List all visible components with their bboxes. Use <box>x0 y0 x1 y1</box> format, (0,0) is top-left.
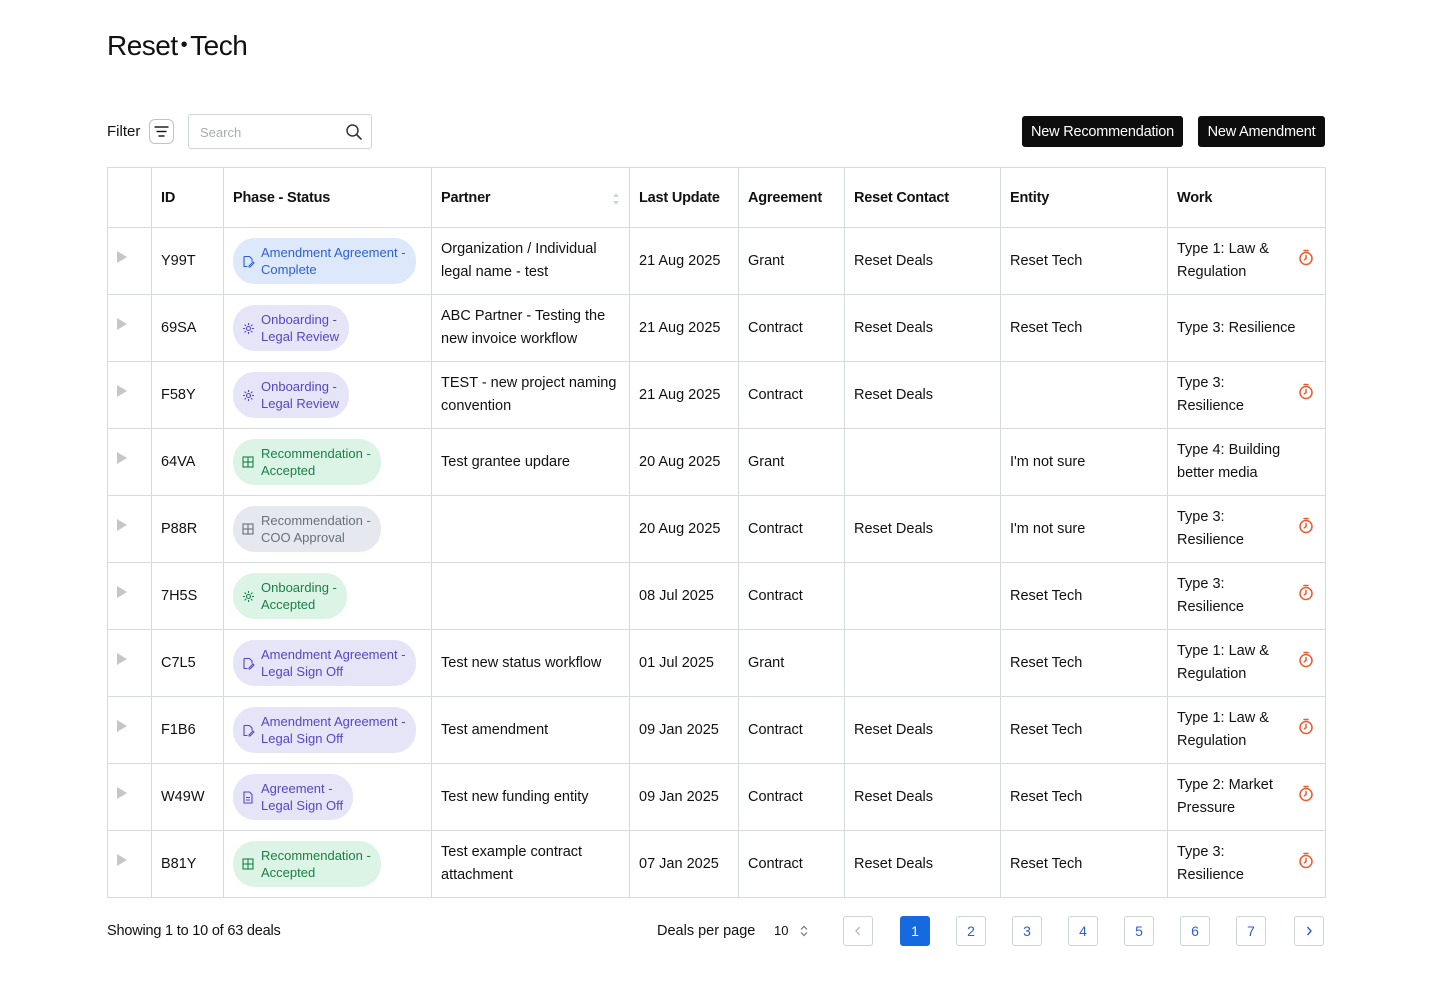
select-arrows-icon <box>800 925 808 937</box>
page-button[interactable]: 1 <box>900 916 930 946</box>
cell-last-update: 21 Aug 2025 <box>630 362 739 429</box>
status-state: Legal Sign Off <box>261 798 344 813</box>
chevron-right-icon <box>1305 926 1313 936</box>
cell-work <box>1168 630 1326 697</box>
status-badge-text <box>261 579 337 613</box>
cell-phase-status <box>224 630 432 697</box>
timer-icon[interactable] <box>1298 249 1314 274</box>
timer-icon[interactable] <box>1298 852 1314 877</box>
cell-reset-contact <box>845 563 1001 630</box>
reset-tech-logo <box>107 30 247 62</box>
cell-entity: Reset Tech <box>1001 228 1168 295</box>
status-badge[interactable] <box>233 573 347 619</box>
document-edit-icon <box>241 723 255 737</box>
status-badge-text <box>261 780 343 814</box>
search-box <box>188 114 372 149</box>
cell-agreement: Grant <box>739 228 845 295</box>
status-phase: Amendment Agreement - <box>261 714 406 729</box>
expand-cell <box>108 295 152 362</box>
document-icon <box>241 790 255 804</box>
header-entity[interactable]: Entity <box>1001 168 1168 228</box>
header-phase-status[interactable]: Phase - Status <box>224 168 432 228</box>
cell-agreement: Contract <box>739 496 845 563</box>
status-state: Legal Review <box>261 329 340 344</box>
status-state: Legal Review <box>261 396 340 411</box>
expand-row-icon[interactable] <box>117 318 127 330</box>
cell-last-update: 09 Jan 2025 <box>630 764 739 831</box>
header-id[interactable]: ID <box>152 168 224 228</box>
cell-partner <box>432 496 630 563</box>
work-wrap <box>1177 707 1316 753</box>
cell-last-update: 08 Jul 2025 <box>630 563 739 630</box>
cell-agreement: Contract <box>739 831 845 898</box>
cell-partner <box>432 563 630 630</box>
search-input[interactable] <box>200 123 340 141</box>
table-row[interactable] <box>108 831 1326 898</box>
cell-partner: Test new status workflow <box>432 630 630 697</box>
cell-work <box>1168 563 1326 630</box>
deals-table <box>107 167 1326 898</box>
work-wrap <box>1177 573 1316 619</box>
gear-icon <box>241 589 255 603</box>
status-state: Accepted <box>261 597 316 612</box>
work-type: Type 3: Resilience <box>1177 319 1296 336</box>
status-badge[interactable] <box>233 506 381 552</box>
per-page-value: 10 <box>774 923 789 938</box>
cell-reset-contact <box>845 429 1001 496</box>
cell-id: 7H5S <box>152 563 224 630</box>
expand-cell <box>108 831 152 898</box>
new-amendment-button[interactable]: New Amendment <box>1198 116 1325 147</box>
page-button[interactable]: 3 <box>1012 916 1042 946</box>
cell-phase-status <box>224 764 432 831</box>
expand-cell <box>108 630 152 697</box>
pagination-footer <box>107 914 1325 948</box>
status-badge-text <box>261 646 406 680</box>
cell-last-update: 07 Jan 2025 <box>630 831 739 898</box>
cell-partner: Test grantee updare <box>432 429 630 496</box>
timer-icon[interactable] <box>1298 651 1314 676</box>
cell-partner: Test example contract attachment <box>432 831 630 898</box>
logo-dot: • <box>180 33 188 56</box>
cell-reset-contact: Reset Deals <box>845 228 1001 295</box>
cell-agreement: Contract <box>739 563 845 630</box>
cell-reset-contact: Reset Deals <box>845 831 1001 898</box>
header-partner-label: Partner <box>441 189 491 206</box>
cell-phase-status <box>224 697 432 764</box>
cell-entity: Reset Tech <box>1001 764 1168 831</box>
status-badge[interactable] <box>233 774 353 820</box>
timer-icon[interactable] <box>1298 517 1314 542</box>
expand-row-icon[interactable] <box>117 586 127 598</box>
cell-last-update: 21 Aug 2025 <box>630 228 739 295</box>
status-badge[interactable] <box>233 439 381 485</box>
table-row[interactable] <box>108 228 1326 295</box>
header-work[interactable]: Work <box>1168 168 1326 228</box>
new-recommendation-button[interactable]: New Recommendation <box>1022 116 1183 147</box>
timer-icon[interactable] <box>1298 383 1314 408</box>
cell-id: F1B6 <box>152 697 224 764</box>
cell-agreement: Grant <box>739 630 845 697</box>
search-icon[interactable] <box>345 123 363 141</box>
work-type: Type 1: Law & Regulation <box>1177 710 1269 749</box>
status-badge[interactable] <box>233 372 349 418</box>
timer-icon[interactable] <box>1298 584 1314 609</box>
status-badge-text <box>261 445 371 479</box>
cell-entity: I'm not sure <box>1001 496 1168 563</box>
cell-phase-status <box>224 228 432 295</box>
status-phase: Onboarding - <box>261 580 337 595</box>
cell-work <box>1168 496 1326 563</box>
cell-last-update: 20 Aug 2025 <box>630 496 739 563</box>
cell-last-update: 01 Jul 2025 <box>630 630 739 697</box>
work-type: Type 3: Resilience <box>1177 509 1244 548</box>
cell-agreement: Grant <box>739 429 845 496</box>
expand-cell <box>108 362 152 429</box>
work-wrap <box>1177 372 1316 418</box>
table-row[interactable] <box>108 697 1326 764</box>
logo-text-right: Tech <box>190 30 248 61</box>
status-state: Legal Sign Off <box>261 731 344 746</box>
expand-cell <box>108 764 152 831</box>
per-page-label: Deals per page <box>657 923 756 939</box>
expand-row-icon[interactable] <box>117 854 127 866</box>
cell-id: C7L5 <box>152 630 224 697</box>
cell-work <box>1168 295 1326 362</box>
expand-row-icon[interactable] <box>117 720 127 732</box>
document-edit-icon <box>241 254 255 268</box>
expand-cell <box>108 228 152 295</box>
timer-icon[interactable] <box>1298 785 1314 810</box>
header-last-update[interactable]: Last Update <box>630 168 739 228</box>
cell-entity: Reset Tech <box>1001 563 1168 630</box>
work-wrap <box>1177 841 1316 887</box>
expand-row-icon[interactable] <box>117 653 127 665</box>
expand-row-icon[interactable] <box>117 787 127 799</box>
expand-cell <box>108 697 152 764</box>
status-badge[interactable] <box>233 841 381 887</box>
status-state: Accepted <box>261 865 316 880</box>
cell-work <box>1168 228 1326 295</box>
status-phase: Onboarding - <box>261 379 337 394</box>
expand-row-icon[interactable] <box>117 452 127 464</box>
cell-agreement: Contract <box>739 764 845 831</box>
cell-reset-contact: Reset Deals <box>845 362 1001 429</box>
status-badge-text <box>261 512 371 546</box>
timer-icon[interactable] <box>1298 718 1314 743</box>
status-state: Legal Sign Off <box>261 664 344 679</box>
cell-phase-status <box>224 429 432 496</box>
expand-row-icon[interactable] <box>117 519 127 531</box>
cell-last-update: 21 Aug 2025 <box>630 295 739 362</box>
status-badge-text <box>261 311 339 345</box>
cell-last-update: 09 Jan 2025 <box>630 697 739 764</box>
expand-row-icon[interactable] <box>117 251 127 263</box>
cell-phase-status <box>224 563 432 630</box>
table-row[interactable] <box>108 764 1326 831</box>
table-row[interactable] <box>108 295 1326 362</box>
cell-id: 64VA <box>152 429 224 496</box>
cell-entity: Reset Tech <box>1001 697 1168 764</box>
cell-work <box>1168 831 1326 898</box>
status-phase: Agreement - <box>261 781 333 796</box>
cell-entity: Reset Tech <box>1001 295 1168 362</box>
cell-entity: Reset Tech <box>1001 831 1168 898</box>
logo-text-left: Reset <box>107 30 178 61</box>
filter-label: Filter <box>107 123 141 140</box>
work-type: Type 1: Law & Regulation <box>1177 643 1269 682</box>
status-badge-text <box>261 847 371 881</box>
status-state: Complete <box>261 262 317 277</box>
expand-cell <box>108 563 152 630</box>
work-type: Type 3: Resilience <box>1177 844 1244 883</box>
status-badge-text <box>261 378 339 412</box>
status-badge[interactable] <box>233 707 416 753</box>
page-button[interactable]: 7 <box>1236 916 1266 946</box>
status-badge-text <box>261 244 406 278</box>
status-state: Accepted <box>261 463 316 478</box>
grid-plus-icon <box>241 857 255 871</box>
work-type: Type 4: Building better media <box>1177 442 1281 481</box>
header-agreement[interactable]: Agreement <box>739 168 845 228</box>
status-phase: Onboarding - <box>261 312 337 327</box>
work-type: Type 3: Resilience <box>1177 576 1244 615</box>
cell-reset-contact: Reset Deals <box>845 764 1001 831</box>
work-wrap <box>1177 506 1316 552</box>
gear-icon <box>241 388 255 402</box>
cell-work <box>1168 697 1326 764</box>
toolbar <box>107 114 1325 149</box>
status-badge[interactable] <box>233 238 416 284</box>
cell-id: Y99T <box>152 228 224 295</box>
grid-plus-icon <box>241 455 255 469</box>
cell-work <box>1168 429 1326 496</box>
filter-button[interactable] <box>149 119 174 144</box>
table-row[interactable] <box>108 429 1326 496</box>
chevron-left-icon <box>854 926 862 936</box>
table-row[interactable] <box>108 630 1326 697</box>
page-button[interactable]: 5 <box>1124 916 1154 946</box>
cell-reset-contact: Reset Deals <box>845 697 1001 764</box>
work-wrap <box>1177 439 1316 485</box>
cell-id: P88R <box>152 496 224 563</box>
next-page-button[interactable] <box>1294 916 1324 946</box>
filter-icon <box>154 126 169 137</box>
cell-agreement: Contract <box>739 295 845 362</box>
work-wrap <box>1177 774 1316 820</box>
cell-id: B81Y <box>152 831 224 898</box>
work-type: Type 1: Law & Regulation <box>1177 241 1269 280</box>
page-button[interactable]: 6 <box>1180 916 1210 946</box>
table-body <box>108 228 1326 898</box>
showing-count: Showing 1 to 10 of 63 deals <box>107 923 281 939</box>
cell-partner: Test amendment <box>432 697 630 764</box>
prev-page-button[interactable] <box>843 916 873 946</box>
work-wrap <box>1177 238 1316 284</box>
cell-entity <box>1001 362 1168 429</box>
cell-entity: Reset Tech <box>1001 630 1168 697</box>
page-button[interactable]: 2 <box>956 916 986 946</box>
cell-work <box>1168 362 1326 429</box>
status-badge[interactable] <box>233 305 349 351</box>
cell-id: W49W <box>152 764 224 831</box>
cell-last-update: 20 Aug 2025 <box>630 429 739 496</box>
document-edit-icon <box>241 656 255 670</box>
header-partner[interactable] <box>432 168 630 228</box>
header-expand <box>108 168 152 228</box>
expand-row-icon[interactable] <box>117 385 127 397</box>
cell-reset-contact: Reset Deals <box>845 496 1001 563</box>
grid-plus-icon <box>241 522 255 536</box>
status-state: COO Approval <box>261 530 345 545</box>
status-phase: Amendment Agreement - <box>261 647 406 662</box>
table-header-row <box>108 168 1326 228</box>
table-row[interactable] <box>108 496 1326 563</box>
cell-id: F58Y <box>152 362 224 429</box>
cell-reset-contact: Reset Deals <box>845 295 1001 362</box>
gear-icon <box>241 321 255 335</box>
status-phase: Recommendation - <box>261 446 371 461</box>
work-wrap <box>1177 317 1316 340</box>
per-page-select[interactable] <box>774 923 808 938</box>
status-phase: Amendment Agreement - <box>261 245 406 260</box>
work-type: Type 2: Market Pressure <box>1177 777 1273 816</box>
status-badge-text <box>261 713 406 747</box>
status-phase: Recommendation - <box>261 513 371 528</box>
cell-entity: I'm not sure <box>1001 429 1168 496</box>
cell-partner: Test new funding entity <box>432 764 630 831</box>
header-reset-contact[interactable]: Reset Contact <box>845 168 1001 228</box>
cell-phase-status <box>224 362 432 429</box>
cell-work <box>1168 764 1326 831</box>
cell-reset-contact <box>845 630 1001 697</box>
cell-agreement: Contract <box>739 362 845 429</box>
cell-partner: ABC Partner - Testing the new invoice workflow <box>432 295 630 362</box>
cell-phase-status <box>224 295 432 362</box>
work-type: Type 3: Resilience <box>1177 375 1244 414</box>
cell-phase-status <box>224 831 432 898</box>
sort-icon[interactable] <box>612 192 620 206</box>
expand-cell <box>108 496 152 563</box>
page-button[interactable]: 4 <box>1068 916 1098 946</box>
cell-id: 69SA <box>152 295 224 362</box>
cell-agreement: Contract <box>739 697 845 764</box>
status-phase: Recommendation - <box>261 848 371 863</box>
expand-cell <box>108 429 152 496</box>
work-wrap <box>1177 640 1316 686</box>
cell-partner: TEST - new project naming convention <box>432 362 630 429</box>
table-row[interactable] <box>108 563 1326 630</box>
table-row[interactable] <box>108 362 1326 429</box>
cell-partner: Organization / Individual legal name - test <box>432 228 630 295</box>
status-badge[interactable] <box>233 640 416 686</box>
cell-phase-status <box>224 496 432 563</box>
